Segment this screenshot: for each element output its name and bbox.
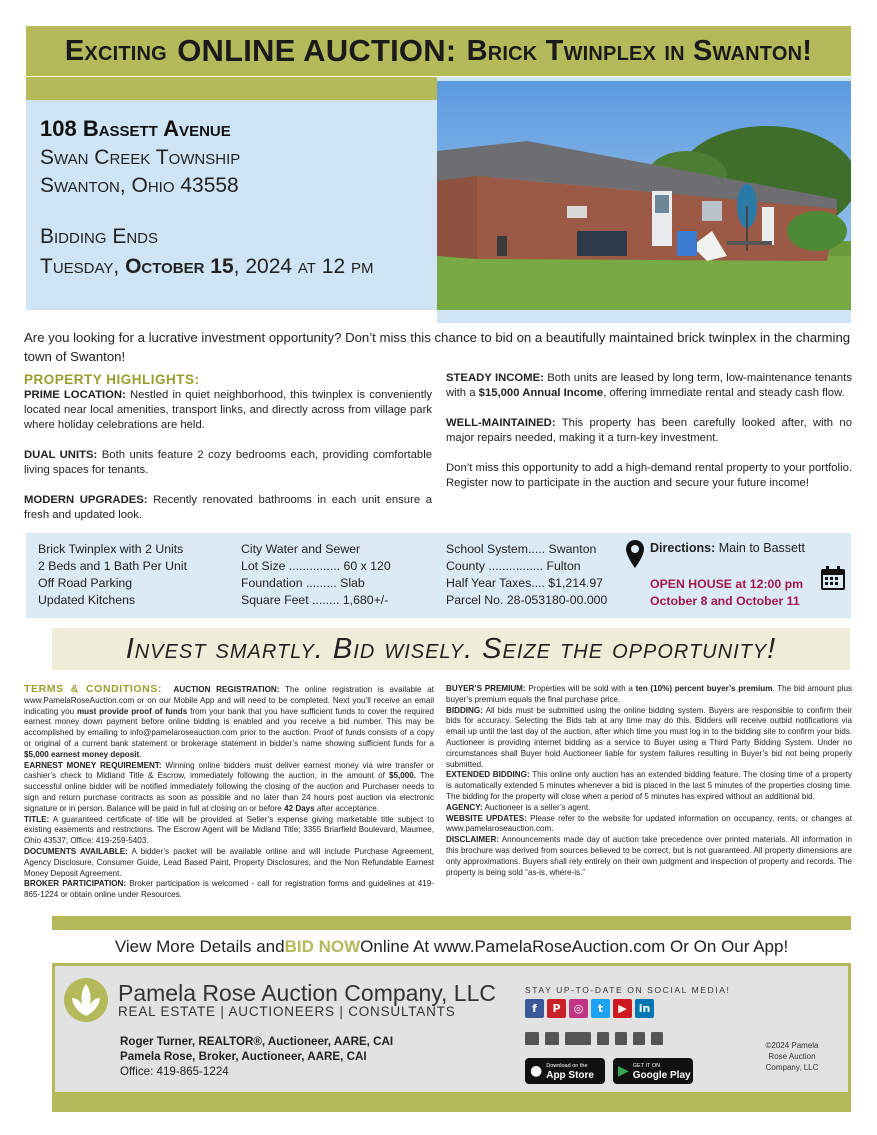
disclaimer-text: Announcements made day of auction take precedence over printed materials. All information in this brochure was derived from sources believed to be correct, but is not guaranteed. All property dimensions are only approximations. Buyers shall rely entirely on their own judgment and inspection of property and records. The property is being sold “as-is, where-is.” bbox=[446, 835, 852, 877]
app-store-badge[interactable] bbox=[525, 1058, 605, 1084]
earnest-text-3: after acceptance. bbox=[314, 803, 380, 813]
fact-item: County ................ Fulton bbox=[446, 559, 581, 573]
well-maintained-paragraph bbox=[446, 416, 852, 446]
copyright: ©2024 Pamela Rose Auction Company, LLC bbox=[765, 1041, 819, 1072]
open-house bbox=[650, 576, 803, 610]
headline-pre: Exciting bbox=[64, 34, 167, 67]
bidding-ends-title: Bidding Ends bbox=[40, 225, 159, 248]
bid-date-rest: , 2024 at 12 pm bbox=[233, 255, 374, 278]
person-pamela-rose: Pamela Rose, Broker, Auctioneer, AARE, CAI bbox=[120, 1050, 367, 1063]
website-text: Please refer to the website for updated information on occupancy, rents, or changes at www.pamelaroseauction.com. bbox=[446, 813, 852, 834]
social-icons bbox=[525, 999, 654, 1018]
bid-date-bold: October 15 bbox=[125, 255, 234, 278]
blue-accent-bottom bbox=[437, 310, 851, 323]
agency-text: Auctioneer is a seller’s agent. bbox=[482, 802, 591, 812]
fact-item: City Water and Sewer bbox=[241, 542, 361, 556]
steady-income-paragraph bbox=[446, 371, 852, 401]
street-address: 108 Bassett Avenue bbox=[40, 116, 231, 141]
linkedin-icon[interactable]: in bbox=[635, 999, 654, 1018]
fact-item: Lot Size ............... 60 x 120 bbox=[241, 559, 391, 573]
buyers-premium-paragraph bbox=[446, 684, 852, 706]
cta-bar bbox=[52, 930, 851, 963]
calendar-icon bbox=[820, 565, 846, 591]
proof-of-funds: must provide proof of funds bbox=[76, 706, 188, 716]
intro-text: Are you looking for a lucrative investment opportunity? Don’t miss this chance to bid on a beautifully maintained brick twinplex in the charming town of Swanton! bbox=[24, 330, 851, 364]
dual-units-text: Both units feature 2 cozy bedrooms each, providing comfortable living spaces for tenants. bbox=[24, 449, 432, 476]
steady-income-text: Both units are leased by long term, low-maintenance tenants with a bbox=[446, 372, 852, 399]
premium-percent: ten (10%) percent buyer’s premium bbox=[635, 684, 773, 693]
prime-location-text: Nestled in quiet neighborhood, this twinplex is conveniently located near local amenities, transport links, and directly across from village park where holiday celebrations are held. bbox=[24, 389, 433, 431]
google-play-small: GET IT ON bbox=[632, 1063, 661, 1069]
highlights-right-column bbox=[446, 371, 852, 506]
disclaimer-label: DISCLAIMER: bbox=[446, 835, 500, 845]
registration-text-3: . bbox=[139, 749, 142, 759]
closing-paragraph: Don’t miss this opportunity to add a high-demand rental property to your portfolio. Register now to participate in the auction and secure your future income! bbox=[446, 462, 852, 489]
association-logos bbox=[525, 1032, 663, 1045]
fact-item: Foundation ......... Slab bbox=[241, 576, 365, 590]
youtube-icon[interactable]: ▶ bbox=[613, 999, 632, 1018]
instagram-icon[interactable]: ◎ bbox=[569, 999, 588, 1018]
documents-label: DOCUMENTS AVAILABLE: bbox=[24, 846, 128, 856]
association-logo bbox=[615, 1032, 627, 1045]
headline-banner bbox=[26, 26, 851, 76]
title-label: TITLE: bbox=[24, 814, 50, 824]
highlights-left-column bbox=[24, 371, 432, 538]
website-updates-paragraph bbox=[446, 814, 852, 836]
app-store-small: Download on the bbox=[546, 1063, 588, 1069]
app-badges bbox=[525, 1058, 693, 1084]
extended-bidding-paragraph bbox=[446, 770, 852, 802]
broker-text: Broker participation is welcomed - call for registration forms and guidelines at 419-865-1224 or obtain online under Resources. bbox=[24, 879, 434, 900]
broker-paragraph bbox=[24, 879, 434, 901]
twitter-icon[interactable]: t bbox=[591, 999, 610, 1018]
auction-registration-paragraph bbox=[24, 684, 434, 761]
title-text: A guaranteed certificate of title will be provided at Seller’s expense giving marketable title subject to existing easements and restrictions. The Escrow Agent will be Midland Title; 3355 Briarfield Boulevard, Maumee, Ohio 43537; Office: 419-259-5403. bbox=[24, 814, 434, 846]
association-logo bbox=[651, 1032, 663, 1045]
equal-housing-icon bbox=[633, 1032, 645, 1045]
facts-column-3 bbox=[446, 541, 607, 609]
dual-units-label: DUAL UNITS: bbox=[24, 449, 98, 461]
prime-location-paragraph bbox=[24, 388, 432, 433]
prime-location-label: PRIME LOCATION: bbox=[24, 389, 126, 401]
association-logo bbox=[597, 1032, 609, 1045]
google-play-icon: ▶ bbox=[618, 1063, 629, 1079]
closing-days: 42 Days bbox=[284, 803, 315, 813]
earnest-label: EARNEST MONEY REQUIREMENT: bbox=[24, 760, 162, 770]
office-phone: Office: 419-865-1224 bbox=[120, 1065, 229, 1078]
fact-item: Brick Twinplex with 2 Units bbox=[38, 542, 184, 556]
premium-text-2: . The bid amount plus buyer’s premium equals the final purchase price. bbox=[446, 684, 852, 704]
registration-text: The online registration is available at www.PamelaRoseAuction.com or on our Mobile App and will need to be completed. Next you’ll receive an email indicating you bbox=[24, 685, 434, 716]
terms-right-column bbox=[446, 684, 852, 878]
fact-item: School System..... Swanton bbox=[446, 542, 597, 556]
fact-item: 2 Beds and 1 Bath Per Unit bbox=[38, 559, 188, 573]
association-logo bbox=[525, 1032, 539, 1045]
contact-people bbox=[120, 1034, 393, 1079]
extended-text: This online only auction has an extended bidding feature. The closing time of a property is automatically extended 5 minutes whenever a bid is placed in the last 5 minutes of the properties closing time. The bidding for the property will close when a period of 5 minutes has expired without an additional bid. bbox=[446, 770, 852, 801]
facebook-icon[interactable]: f bbox=[525, 999, 544, 1018]
app-store-label: App Store bbox=[546, 1070, 594, 1081]
documents-text: A bidder’s packet will be available online and will include Purchase Agreement, Agency Disclosure, Consumer Guide, Lead Based Paint, Property Disclosures, and the Non Refundable Earnest Money Deposit Agreement. bbox=[24, 846, 434, 878]
premium-label: BUYER’S PREMIUM: bbox=[446, 684, 526, 693]
facts-column-1 bbox=[38, 541, 187, 609]
modern-upgrades-text: Recently renovated bathrooms in each unit ensure a fresh and updated look. bbox=[24, 494, 432, 521]
earnest-deposit: $5,000 earnest money deposit bbox=[24, 749, 140, 759]
earnest-money-paragraph bbox=[24, 761, 434, 815]
terms-left-column bbox=[24, 684, 434, 901]
earnest-amount: $5,000. bbox=[389, 771, 417, 781]
bidding-label: BIDDING: bbox=[446, 705, 483, 715]
well-maintained-label: WELL-MAINTAINED: bbox=[446, 417, 556, 429]
township: Swan Creek Township bbox=[40, 146, 241, 169]
fact-item: Parcel No. 28-053180-00.000 bbox=[446, 593, 608, 607]
fact-item: Off Road Parking bbox=[38, 576, 133, 590]
dual-units-paragraph bbox=[24, 448, 432, 478]
headline-mid: ONLINE AUCTION: bbox=[177, 33, 457, 68]
company-name: Pamela Rose Auction Company, LLC bbox=[118, 980, 496, 1006]
cta-text-2: Online At www.PamelaRoseAuction.com Or On Our App! bbox=[360, 936, 789, 956]
agency-paragraph bbox=[446, 803, 852, 814]
website-label: WEBSITE UPDATES: bbox=[446, 813, 527, 823]
title-paragraph bbox=[24, 815, 434, 847]
annual-income: $15,000 Annual Income bbox=[478, 387, 604, 399]
association-logo bbox=[545, 1032, 559, 1045]
directions-text: Main to Bassett bbox=[715, 541, 805, 555]
well-maintained-text: This property has been carefully looked after, with no major repairs needed, making it a turn-key investment. bbox=[446, 417, 852, 444]
address-box bbox=[26, 100, 437, 310]
fact-item: Half Year Taxes.... $1,214.97 bbox=[446, 576, 604, 590]
association-logo bbox=[565, 1032, 591, 1045]
fact-item: Square Feet ........ 1,680+/- bbox=[241, 593, 389, 607]
pinterest-icon[interactable]: P bbox=[547, 999, 566, 1018]
agency-label: AGENCY: bbox=[446, 802, 483, 812]
fact-item: Updated Kitchens bbox=[38, 593, 136, 607]
bid-day: Tuesday, bbox=[40, 255, 120, 278]
city-state-zip: Swanton, Ohio 43558 bbox=[40, 174, 239, 197]
steady-income-text-2: , offering immediate rental and steady cash flow. bbox=[603, 387, 845, 399]
bidding-text: All bids must be submitted using the online bidding system. Buyers are responsible to confirm their bids for accuracy. Selecting the Bids tab at any time may do this. Bidders will receive outbid notifications via email up until the last day of the auction, after which time you must log in to the bidding site to confirm your bids. Auctioneer is providing internet bidding as a service to Buyer using a Third Party Bidding System. Under no circumstances shall Buyer hold Auctioneer liable for system failures resulting in Buyer’s bid not being properly submitted. bbox=[446, 705, 852, 769]
apple-icon: ● bbox=[530, 1063, 543, 1079]
extended-label: EXTENDED BIDDING: bbox=[446, 770, 530, 780]
highlights-title: PROPERTY HIGHLIGHTS: bbox=[24, 372, 200, 387]
headline-post: Brick Twinplex in Swanton! bbox=[466, 34, 813, 67]
social-label: STAY UP-TO-DATE ON SOCIAL MEDIA! bbox=[525, 985, 731, 995]
terms-title: TERMS & CONDITIONS: bbox=[24, 683, 163, 695]
registration-label: AUCTION REGISTRATION: bbox=[173, 685, 280, 694]
facts-column-2 bbox=[241, 541, 391, 609]
cta-text: View More Details and bbox=[114, 936, 285, 956]
directions bbox=[650, 541, 805, 555]
disclaimer-paragraph bbox=[446, 835, 852, 878]
directions-label: Directions: bbox=[650, 541, 716, 555]
open-house-time: OPEN HOUSE at 12:00 pm bbox=[650, 577, 804, 591]
map-pin-icon bbox=[625, 539, 645, 569]
property-photo bbox=[437, 81, 851, 310]
bidding-end-date bbox=[40, 252, 437, 282]
bidding-paragraph bbox=[446, 706, 852, 771]
company-logo-icon bbox=[62, 976, 110, 1024]
documents-paragraph bbox=[24, 847, 434, 879]
modern-upgrades-paragraph bbox=[24, 493, 432, 523]
open-house-dates: October 8 and October 11 bbox=[650, 594, 800, 608]
registration-text-2: from your bank that you have sufficient funds to cover the required earnest money down payment before online bidding is enabled and you receive a bid number. This may be accomplished by emailing to info@pamelaroseauction.com prior to the auction. Proof of funds consists of a copy or original of a current bank statement or brokerage statement in bidder’s name showing sufficient funds for a bbox=[24, 706, 434, 748]
green-accent-strip bbox=[26, 77, 437, 100]
earnest-text: Winning online bidders must deliver earnest money via wire transfer or cashier’s check to Midland Title & Escrow, immediately following the auction, in the amount of bbox=[24, 760, 435, 781]
modern-upgrades-label: MODERN UPGRADES: bbox=[24, 494, 148, 506]
google-play-label: Google Play bbox=[632, 1070, 691, 1081]
google-play-badge[interactable] bbox=[613, 1058, 693, 1084]
steady-income-label: STEADY INCOME: bbox=[446, 372, 544, 384]
premium-text: Properties will be sold with a bbox=[525, 684, 636, 693]
earnest-text-2: The successful online bidder will be notified immediately following the closing of the auction and Purchaser needs to sign and return purchase contracts as soon as possible and no later than 24 hours post auction via electronic signature or in person. Balance will be paid in full at closing on or before bbox=[24, 771, 434, 813]
broker-label: BROKER PARTICIPATION: bbox=[24, 879, 127, 889]
slogan: Invest smartly. Bid wisely. Seize the opportunity! bbox=[52, 628, 850, 670]
person-roger-turner: Roger Turner, REALTOR®, Auctioneer, AARE, CAI bbox=[120, 1035, 394, 1048]
bid-now-link[interactable]: BID NOW bbox=[284, 936, 361, 956]
company-tagline: REAL ESTATE | AUCTIONEERS | CONSULTANTS bbox=[118, 1004, 456, 1019]
